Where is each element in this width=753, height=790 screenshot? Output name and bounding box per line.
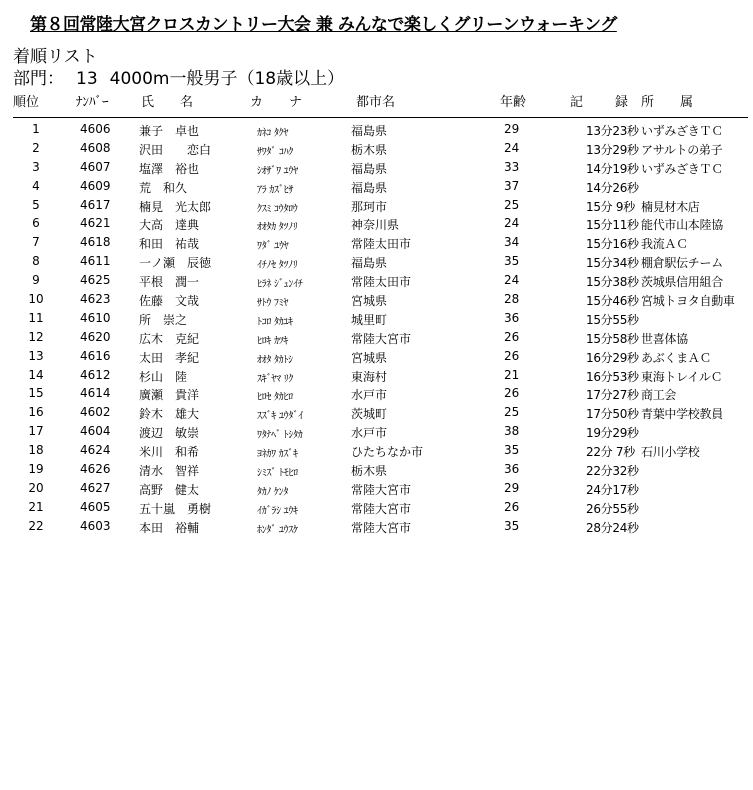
rank-cell: 20 [28,480,44,495]
city-cell: 東海村 [351,369,388,384]
bib-number-cell: 4626 [80,462,111,477]
club-cell: いずみざきＴＣ [641,124,723,138]
age-cell: 29 [504,122,520,136]
bib-number-cell: 4612 [80,367,111,382]
club-cell: 宮城トヨタ自動車 [641,294,735,309]
header-number: ﾅﾝﾊﾞｰ [76,95,109,110]
age-cell: 24 [504,140,520,155]
age-cell: 36 [504,310,520,325]
rank-cell: 4 [32,178,40,193]
bib-number-cell: 4621 [80,216,111,231]
club-cell: 茨城県信用組合 [641,275,723,290]
city-cell: 水戸市 [351,388,388,403]
kana-cell: ｼﾐｽﾞ ﾄﾓﾋﾛ [257,468,298,480]
table-row [0,159,753,178]
city-cell: 福島県 [351,180,388,195]
time-cell: 16分29秒 [586,350,639,365]
age-cell: 21 [504,367,520,382]
name-cell: 鈴木 雄大 [139,407,200,422]
kana-cell: ﾋﾛｾ ﾀｶﾋﾛ [257,392,293,404]
name-cell: 大高 達典 [139,218,200,233]
bib-number-cell: 4605 [80,499,111,514]
bib-number-cell: 4627 [80,480,111,495]
time-cell: 15分58秒 [586,331,639,346]
kana-cell: ｵｵﾀ ﾀｶﾄｼ [257,354,293,366]
bib-number-cell: 4608 [80,140,111,155]
time-cell: 17分27秒 [586,388,639,403]
rank-cell: 19 [28,462,44,477]
rank-cell: 7 [32,235,40,250]
kana-cell: ﾎﾝﾀﾞ ﾕｳｽｹ [257,524,298,536]
table-row [0,197,753,216]
kana-cell: ｲﾁﾉｾ ﾀﾂﾉﾘ [257,260,298,272]
header-kana: カ ナ [250,95,303,110]
table-row [0,404,753,423]
age-cell: 24 [504,273,520,288]
kana-cell: ｸｽﾐ ｺｳﾀﾛｳ [257,203,298,215]
time-cell: 15分38秒 [586,275,639,290]
name-cell: 太田 孝紀 [139,350,200,365]
city-cell: 常陸大宮市 [351,501,412,516]
kana-cell: ｽｷﾞﾔﾏ ﾘｸ [257,373,294,385]
kana-cell: ﾜﾀﾞ ﾕｳﾔ [257,241,289,253]
age-cell: 24 [504,216,520,231]
rank-cell: 2 [32,140,40,155]
time-cell: 14分19秒 [586,161,639,176]
name-cell: 高野 健太 [139,482,200,497]
kana-cell: ｽｽﾞｷ ﾕｳﾀﾞｲ [257,411,303,423]
bib-number-cell: 4611 [80,254,111,269]
division-number: 13 [76,69,98,89]
time-cell: 13分23秒 [586,124,639,138]
bib-number-cell: 4618 [80,235,111,250]
rank-cell: 1 [32,122,40,136]
club-cell: 石川小学校 [641,445,700,460]
table-row [0,178,753,197]
city-cell: 福島県 [351,161,388,176]
rank-cell: 8 [32,254,40,269]
name-cell: 廣瀬 貴洋 [139,388,200,403]
name-cell: 佐藤 文哉 [139,294,200,309]
rank-cell: 3 [32,159,40,174]
time-cell: 15分34秒 [586,256,639,271]
table-row [0,518,753,537]
city-cell: 城里町 [351,312,388,327]
page-title: 第８回常陸大宮クロスカントリー大会 兼 みんなで楽しくグリーンウォーキング [30,15,617,35]
kana-cell: ｵｵﾀｶ ﾀﾂﾉﾘ [257,222,298,234]
time-cell: 28分24秒 [586,520,639,535]
header-divider [13,117,748,118]
time-cell: 16分53秒 [586,369,639,384]
bib-number-cell: 4609 [80,178,111,193]
name-cell: 和田 祐哉 [139,237,200,252]
rank-cell: 14 [28,367,44,382]
name-cell: 杉山 陸 [139,369,188,384]
kana-cell: ﾜﾀﾅﾍﾞ ﾄｼﾀｶ [257,430,303,442]
bib-number-cell: 4617 [80,197,111,212]
table-row [0,367,753,386]
table-row [0,461,753,480]
time-cell: 22分32秒 [586,464,639,479]
list-subtitle: 着順リスト [13,47,98,67]
name-cell: 一ノ瀬 辰徳 [139,256,212,271]
club-cell: 東海トレイルＣ [641,369,723,384]
age-cell: 25 [504,197,520,212]
rank-cell: 21 [28,499,44,514]
time-cell: 15分55秒 [586,312,639,327]
time-cell: 15分16秒 [586,237,639,252]
bib-number-cell: 4606 [80,122,111,136]
kana-cell: ﾋﾗﾈ ｼﾞｭﾝｲﾁ [257,279,303,291]
name-cell: 楠見 光太郎 [139,199,212,214]
city-cell: 水戸市 [351,426,388,441]
table-row [0,121,753,140]
kana-cell: ﾀｶﾉ ｹﾝﾀ [257,486,289,498]
city-cell: 常陸大宮市 [351,331,412,346]
header-city: 都市名 [356,95,396,110]
name-cell: 清水 智祥 [139,464,200,479]
bib-number-cell: 4620 [80,329,111,344]
age-cell: 26 [504,329,520,344]
city-cell: 常陸大宮市 [351,482,412,497]
rank-cell: 15 [28,386,44,401]
name-cell: 広木 克紀 [139,331,200,346]
age-cell: 29 [504,480,520,495]
age-cell: 25 [504,405,520,420]
division-name: 4000m一般男子（18歳以上） [109,69,345,89]
table-row [0,480,753,499]
rank-cell: 18 [28,443,44,458]
kana-cell: ﾄｺﾛ ﾀｶﾕｷ [257,316,293,328]
name-cell: 本田 裕輔 [139,520,200,535]
bib-number-cell: 4623 [80,292,111,307]
age-cell: 33 [504,159,520,174]
table-row [0,234,753,253]
table-row [0,291,753,310]
table-row [0,499,753,518]
table-row [0,310,753,329]
time-cell: 24分17秒 [586,482,639,497]
rank-cell: 13 [28,348,44,363]
rank-cell: 5 [32,197,40,212]
bib-number-cell: 4614 [80,386,111,401]
city-cell: 常陸大宮市 [351,520,412,535]
kana-cell: ｻﾄｳ ﾌﾐﾔ [257,298,289,310]
city-cell: 宮城県 [351,350,388,365]
time-cell: 19分29秒 [586,426,639,441]
bib-number-cell: 4610 [80,310,111,325]
kana-cell: ｶﾈｺ ﾀｸﾔ [257,128,289,139]
name-cell: 所 崇之 [139,312,188,327]
city-cell: 宮城県 [351,294,388,309]
kana-cell: ﾖﾈｶﾜ ｶｽﾞｷ [257,449,298,461]
club-cell: 我流ＡＣ [641,237,688,252]
city-cell: 福島県 [351,256,388,271]
rank-cell: 10 [28,292,44,307]
rank-cell: 11 [28,310,44,325]
club-cell: 能代市山本陸協 [641,218,723,233]
rank-cell: 9 [32,273,40,288]
age-cell: 35 [504,443,520,458]
bib-number-cell: 4616 [80,348,111,363]
name-cell: 荒 和久 [139,180,188,195]
age-cell: 26 [504,386,520,401]
club-cell: 棚倉駅伝チーム [641,256,723,271]
kana-cell: ｼｵｻﾞﾜ ﾕｳﾔ [257,165,298,177]
city-cell: 栃木県 [351,464,388,479]
club-cell: 世喜体協 [641,331,688,346]
club-cell: アサルトの弟子 [641,142,723,157]
city-cell: 福島県 [351,124,388,138]
name-cell: 渡辺 敏崇 [139,426,200,441]
club-cell: いずみざきＴＣ [641,161,723,176]
table-header [0,91,753,111]
kana-cell: ﾋﾛｷ ｶﾂｷ [257,335,289,347]
rank-cell: 12 [28,329,44,344]
bib-number-cell: 4603 [80,518,111,533]
age-cell: 37 [504,178,520,193]
header-age: 年齢 [500,95,527,110]
city-cell: 栃木県 [351,142,388,157]
time-cell: 17分50秒 [586,407,639,422]
table-row [0,385,753,404]
division-label: 部門： [13,69,64,89]
age-cell: 35 [504,518,520,533]
time-cell: 15分46秒 [586,294,639,309]
rank-cell: 17 [28,424,44,439]
table-row [0,442,753,461]
club-cell: あぶくまＡＣ [641,350,712,365]
kana-cell: ｲｶﾞﾗｼ ﾕｳｷ [257,505,298,517]
header-record: 記 [570,95,584,110]
age-cell: 38 [504,424,520,439]
bib-number-cell: 4604 [80,424,111,439]
rank-cell: 22 [28,518,44,533]
name-cell: 米川 和希 [139,445,200,460]
table-row [0,140,753,159]
age-cell: 36 [504,462,520,477]
time-cell: 22分 7秒 [586,445,635,460]
rank-cell: 6 [32,216,40,231]
table-row [0,272,753,291]
name-cell: 塩澤 裕也 [139,161,200,176]
time-cell: 15分11秒 [586,218,639,233]
club-cell: 商工会 [641,388,677,403]
time-cell: 15分 9秒 [586,199,635,214]
city-cell: 神奈川県 [351,218,400,233]
city-cell: 那珂市 [351,199,388,214]
time-cell: 14分26秒 [586,180,639,195]
table-row [0,253,753,272]
table-row [0,215,753,234]
age-cell: 26 [504,348,520,363]
name-cell: 平根 潤一 [139,275,200,290]
age-cell: 34 [504,235,520,250]
rank-cell: 16 [28,405,44,420]
city-cell: ひたちなか市 [351,445,424,460]
bib-number-cell: 4624 [80,443,111,458]
city-cell: 常陸太田市 [351,275,412,290]
club-cell: 楠見材木店 [641,199,700,214]
name-cell: 兼子 卓也 [139,124,200,138]
age-cell: 26 [504,499,520,514]
table-row [0,329,753,348]
kana-cell: ｱﾗ ｶｽﾞﾋｻ [257,184,294,196]
city-cell: 茨城町 [351,407,388,422]
table-row [0,423,753,442]
name-cell: 沢田 恋白 [139,142,212,157]
kana-cell: ｻﾜﾀﾞ ｺﾊｸ [257,146,294,158]
header-name: 氏 名 [141,95,194,110]
name-cell: 五十嵐 勇樹 [139,501,212,516]
bib-number-cell: 4607 [80,159,111,174]
header-rank: 順位 [13,95,40,110]
division-line [13,64,356,89]
header-club: 録 所 属 [615,95,694,110]
time-cell: 13分29秒 [586,142,639,157]
time-cell: 26分55秒 [586,501,639,516]
age-cell: 28 [504,292,520,307]
bib-number-cell: 4625 [80,273,111,288]
bib-number-cell: 4602 [80,405,111,420]
results-table [0,121,753,537]
table-row [0,348,753,367]
city-cell: 常陸太田市 [351,237,412,252]
club-cell: 青葉中学校教員 [641,407,723,422]
age-cell: 35 [504,254,520,269]
